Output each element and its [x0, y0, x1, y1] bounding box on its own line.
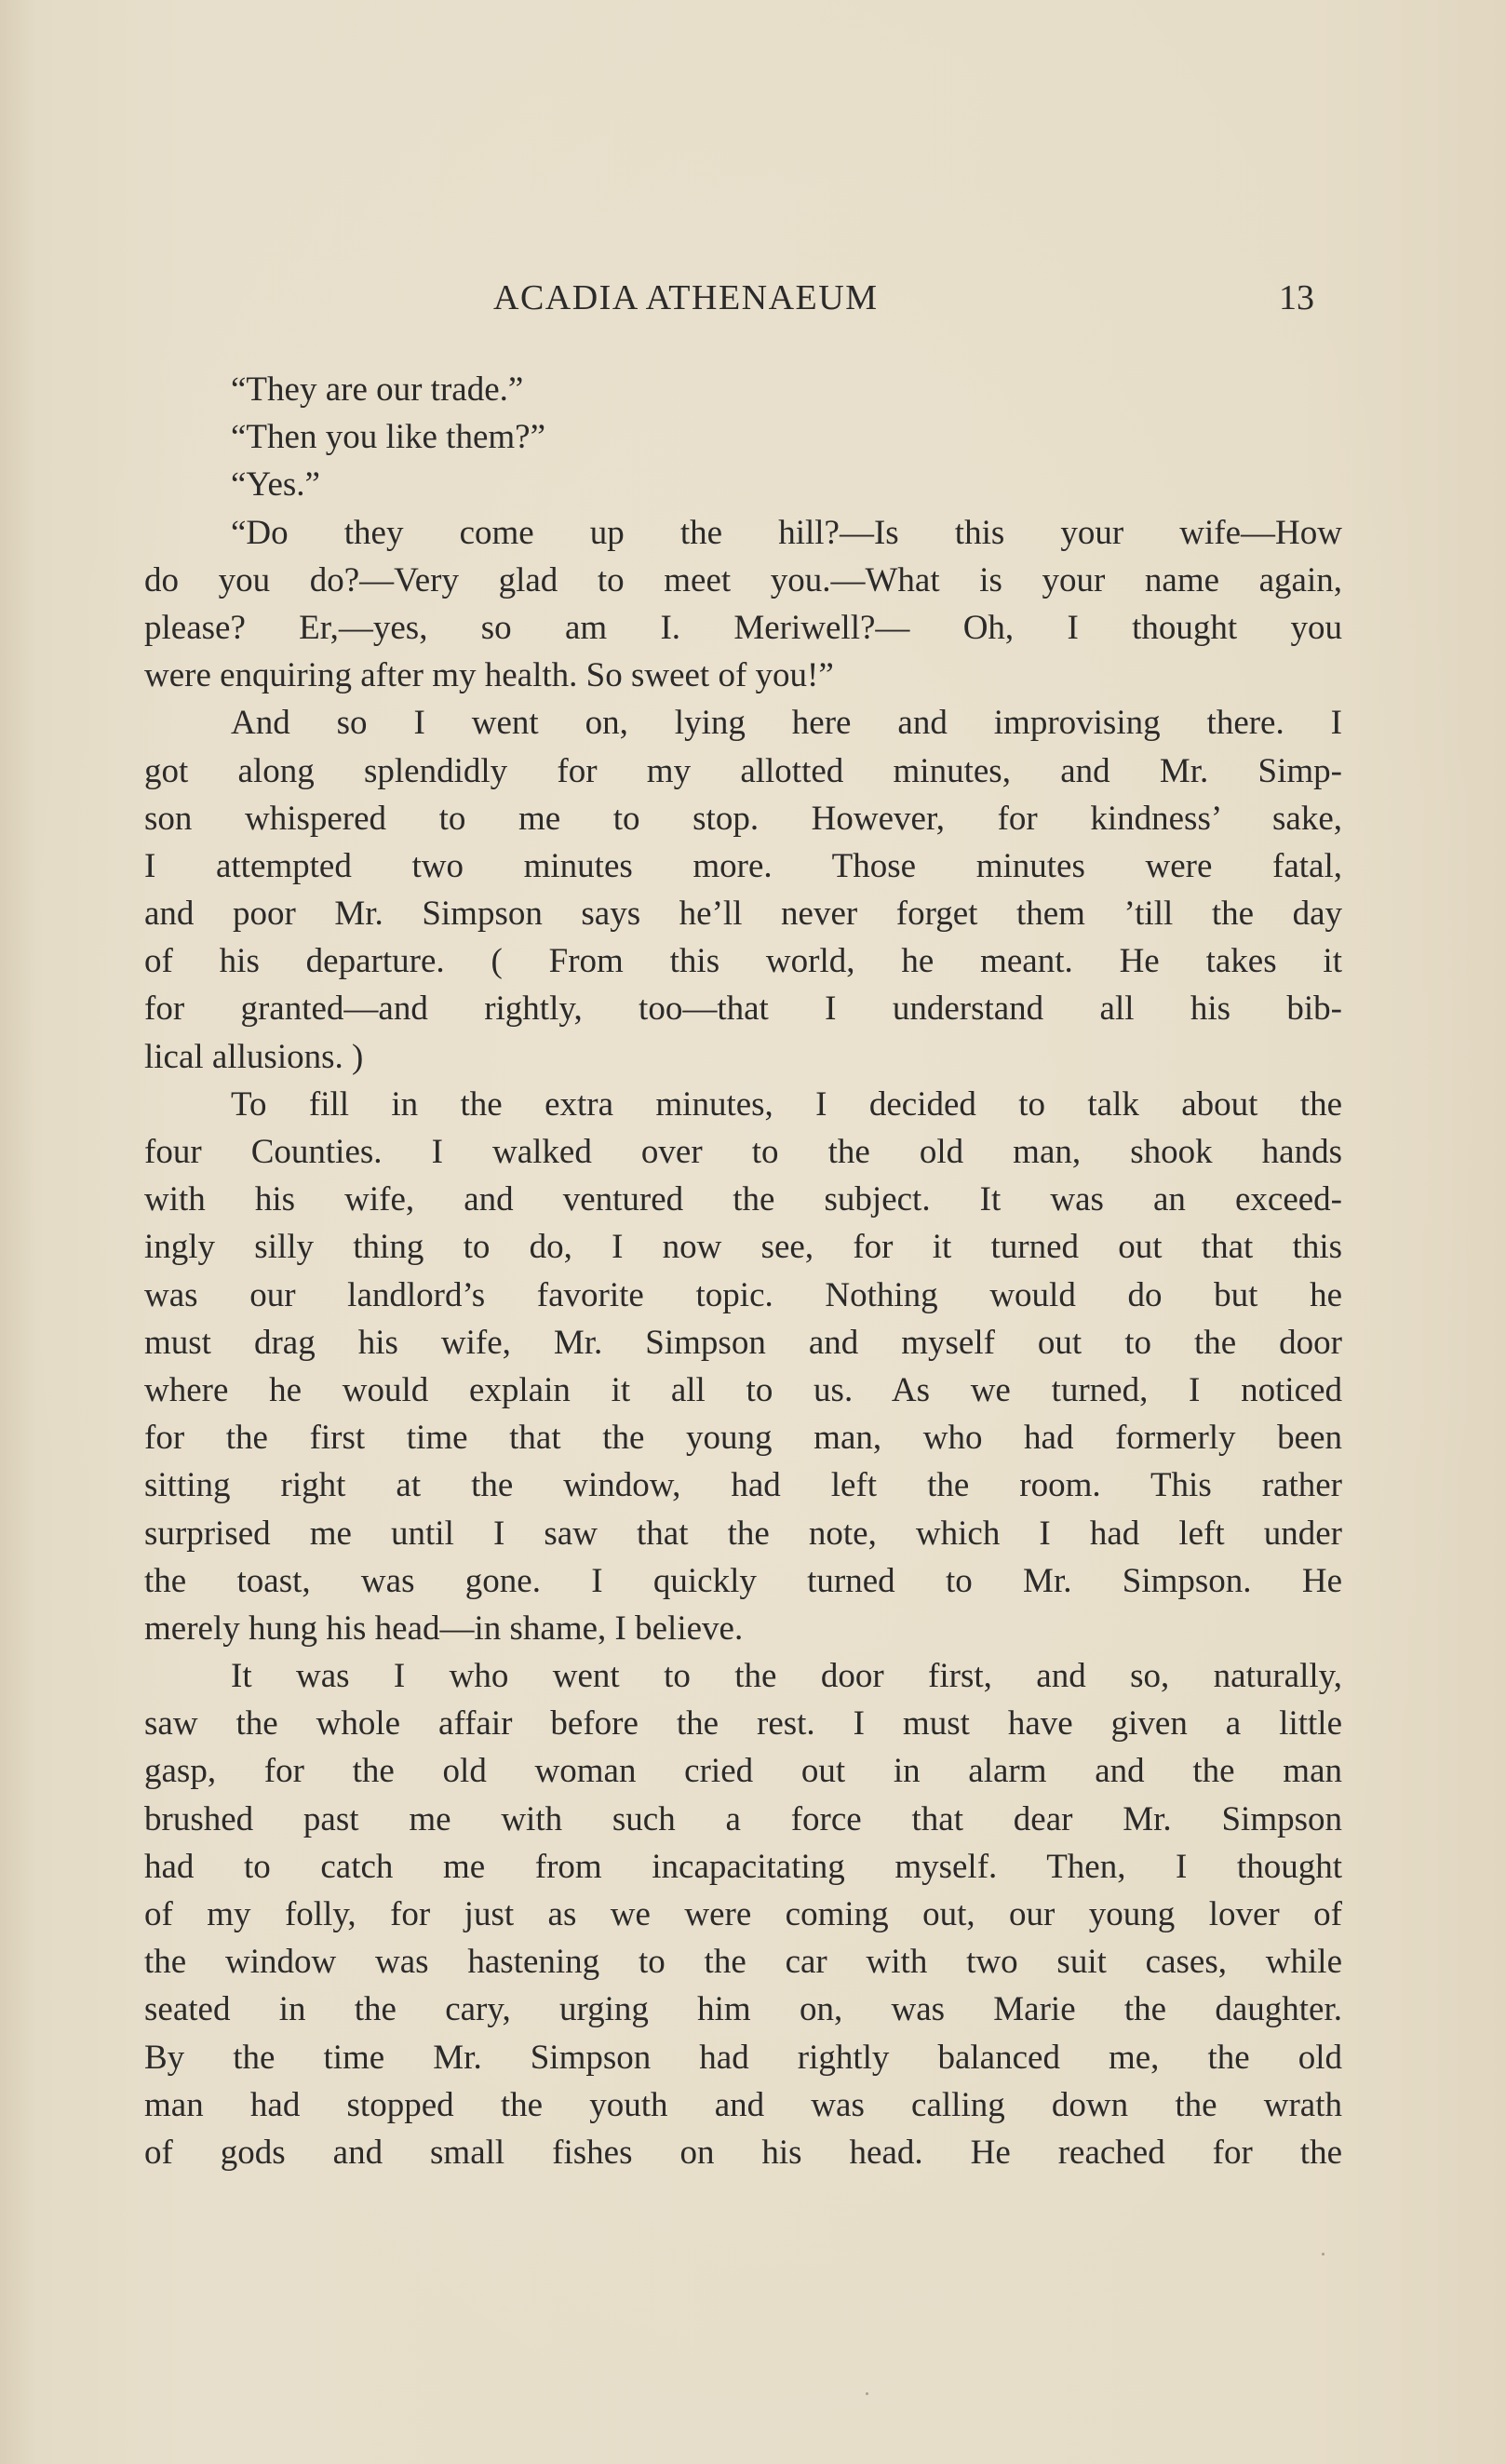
paper-speck — [866, 2392, 868, 2395]
text-line: “They are our trade.” — [231, 370, 524, 409]
text-line: And so I went on, lying here and improvising there. I — [231, 704, 1342, 743]
text-line: merely hung his head—in shame, I believe. — [144, 1609, 744, 1648]
text-line: ingly silly thing to do, I now see, for it turned out that this — [144, 1228, 1342, 1267]
page-number: 13 — [1279, 278, 1314, 317]
text-line: “Yes.” — [231, 465, 320, 505]
text-line: of his departure. ( From this world, he meant. He takes it — [144, 942, 1342, 981]
text-line: had to catch me from incapacitating myself. Then, I thought — [144, 1847, 1342, 1886]
text-line: seated in the cary, urging him on, was Marie the daughter. — [144, 1990, 1342, 2029]
body-text — [144, 366, 1342, 2176]
text-line: please? Er,—yes, so am I. Meriwell?— Oh, I thought you — [144, 608, 1342, 647]
text-line: gasp, for the old woman cried out in alarm and the man — [144, 1752, 1342, 1791]
text-line: were enquiring after my health. So sweet of you!” — [144, 656, 834, 695]
page-header — [0, 275, 1506, 321]
text-line: of my folly, for just as we were coming out, our young lover of — [144, 1895, 1342, 1933]
text-line: where he would explain it all to us. As we turned, I noticed — [144, 1370, 1342, 1409]
text-line: got along splendidly for my allotted minutes, and Mr. Simp- — [144, 751, 1342, 790]
text-line: It was I who went to the door first, and so, naturally, — [231, 1657, 1342, 1696]
text-line: of gods and small fishes on his head. He reached for the — [144, 2133, 1342, 2172]
text-line: must drag his wife, Mr. Simpson and myself out to the door — [144, 1323, 1342, 1362]
text-line: with his wife, and ventured the subject. It was an exceed- — [144, 1180, 1342, 1219]
text-line: son whispered to me to stop. However, for kindness’ sake, — [144, 799, 1342, 838]
text-line: lical allusions. ) — [144, 1037, 364, 1076]
text-line: By the time Mr. Simpson had rightly balanced me, the old — [144, 2038, 1342, 2077]
text-line: four Counties. I walked over to the old man, shook hands — [144, 1133, 1342, 1171]
text-line: I attempted two minutes more. Those minutes were fatal, — [144, 846, 1342, 885]
text-line: the window was hastening to the car with two suit cases, while — [144, 1943, 1342, 1982]
text-line: do you do?—Very glad to meet you.—What is your name again, — [144, 560, 1342, 599]
text-line: sitting right at the window, had left the room. This rather — [144, 1466, 1342, 1505]
text-line: “Then you like them?” — [231, 418, 546, 457]
paper-speck — [1322, 2253, 1324, 2255]
text-line: man had stopped the youth and was calling down the wrath — [144, 2085, 1342, 2124]
running-head: ACADIA ATHENAEUM — [493, 278, 879, 317]
text-line: for the first time that the young man, who had formerly been — [144, 1419, 1342, 1458]
text-line: To fill in the extra minutes, I decided to talk about the — [231, 1084, 1342, 1124]
text-line: was our landlord’s favorite topic. Nothing would do but he — [144, 1275, 1342, 1314]
text-line: the toast, was gone. I quickly turned to Mr. Simpson. He — [144, 1561, 1342, 1600]
text-line: surprised me until I saw that the note, which I had left under — [144, 1514, 1342, 1553]
text-line: saw the whole affair before the rest. I must have given a little — [144, 1704, 1342, 1744]
text-line: brushed past me with such a force that dear Mr. Simpson — [144, 1799, 1342, 1838]
text-line: “Do they come up the hill?—Is this your wife—How — [231, 513, 1342, 552]
text-line: and poor Mr. Simpson says he’ll never forget them ’till the day — [144, 895, 1342, 934]
text-line: for granted—and rightly, too—that I understand all his bib- — [144, 990, 1342, 1029]
